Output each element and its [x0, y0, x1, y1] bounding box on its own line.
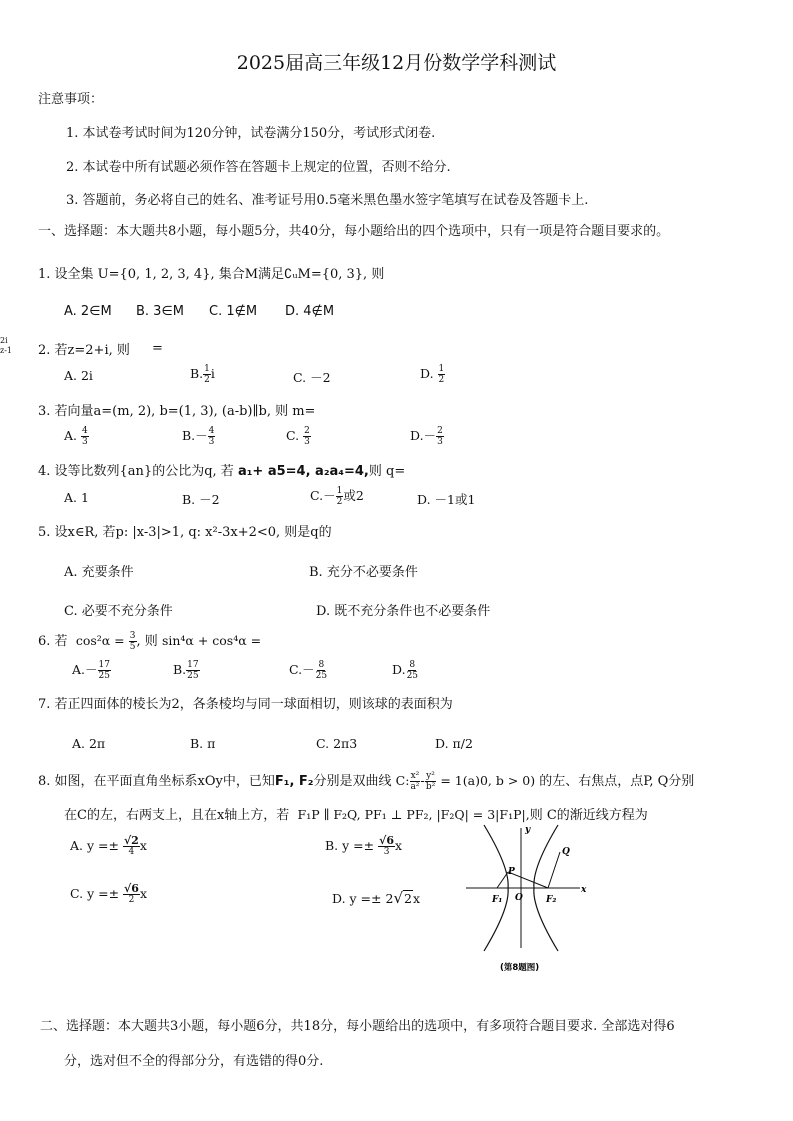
- q2-option-c: C. －2: [293, 370, 331, 385]
- q7-option-b: B. π: [190, 736, 216, 751]
- q3-option-d: D.－ $\frac{2}{3}$: [410, 426, 443, 447]
- q5-option-b: B. 充分不必要条件: [309, 565, 418, 580]
- q6-option-d: D. $\frac{8}{25}$: [392, 660, 419, 681]
- fig-label-f2: F₂: [546, 895, 557, 905]
- page-title: 2025届高三年级12月份数学学科测试: [236, 52, 557, 74]
- q3-option-c: C. $\frac{2}{3}$: [286, 426, 310, 447]
- q3-option-a: A. $\frac{4}{3}$: [64, 426, 88, 447]
- q4-option-a: A. 1: [64, 490, 89, 505]
- q2-stem-equals: =: [152, 341, 163, 356]
- q1-option-b: B. 3∈M: [136, 304, 184, 319]
- margin-note-top: 2i: [0, 336, 8, 345]
- segment-f2q: [548, 852, 560, 888]
- section-2-heading-line-1: 二、选择题：本大题共3小题，每小题6分，共18分，每小题给出的选项中，有多项符合题目要求. 全部选对得6: [40, 1019, 675, 1034]
- fig-label-f1: F₁: [492, 895, 503, 905]
- q5-option-c: C. 必要不充分条件: [64, 604, 173, 619]
- margin-note: [0, 336, 12, 356]
- q1-stem: 1. 设全集 U={0, 1, 2, 3, 4}, 集合M满足∁ᵤM={0, 3}, 则: [38, 267, 385, 282]
- section-2-heading-line-2: 分，选对但不全的得部分分，有选错的得0分.: [64, 1054, 324, 1069]
- q8-option-d: D. y =± 2√2x: [332, 889, 421, 907]
- q3-option-b: B.－ $\frac{4}{3}$: [182, 426, 215, 447]
- q7-option-a: A. 2π: [72, 736, 106, 751]
- q8-line-1: 8. 如图，在平面直角坐标系xOy中，已知F₁, F₂分别是双曲线 C: $\frac{\text{x²}}{\text{a²}}$ - $\frac{\text{y²}}{\text{b²}}$ = 1(a)0, b > 0) 的左、右焦点，点P, Q分别: [38, 771, 695, 792]
- q4-stem: 4. 设等比数列{an}的公比为q, 若 a₁+ a5=4, a₂a₄=4,则 q=: [38, 464, 406, 479]
- fig-label-p: P: [508, 867, 515, 877]
- figure-caption: (第8题图): [500, 963, 540, 973]
- q6-stem: 6. 若 cos²α = $\frac{3}{5}$ , 则 sin⁴α + cos⁴α =: [38, 631, 262, 652]
- margin-note-bottom: z-1: [0, 346, 13, 355]
- q8-option-a: A. y =± $\frac{√2}{4}$ x: [70, 834, 147, 857]
- q6-option-a: A.－ $\frac{17}{25}$: [72, 660, 110, 681]
- q3-stem: 3. 若向量a=(m, 2), b=(1, 3), (a-b)∥b, 则 m=: [38, 404, 316, 419]
- q2-option-b: B. $\frac{1}{2}$ i: [190, 364, 215, 385]
- fig-label-q: Q: [562, 847, 570, 857]
- q6-option-c: C.－ $\frac{8}{25}$: [289, 660, 328, 681]
- q7-option-d: D. π/2: [435, 736, 473, 751]
- q1-option-d: D. 4∉M: [285, 304, 335, 319]
- q8-option-b: B. y =± $\frac{√6}{3}$ x: [325, 834, 403, 857]
- q4-option-d: D. －1或1: [417, 492, 476, 507]
- q2-option-a: A. 2i: [64, 368, 93, 383]
- fig-label-o: O: [515, 893, 523, 903]
- note-item-1: 1. 本试卷考试时间为120分钟，试卷满分150分，考试形式闭卷.: [66, 126, 436, 141]
- fig-label-x: x: [581, 885, 587, 895]
- q6-option-b: B. $\frac{17}{25}$: [173, 660, 199, 681]
- q1-option-c: C. 1∉M: [209, 304, 258, 319]
- q4-option-b: B. －2: [182, 492, 220, 507]
- note-item-3: 3. 答题前，务必将自己的姓名、准考证号用0.5毫米黑色墨水签字笔填写在试卷及答题卡上.: [66, 193, 589, 208]
- fig-label-y: y: [525, 825, 531, 835]
- segment-f1p: [497, 872, 508, 888]
- notes-heading: 注意事项：: [38, 92, 104, 107]
- hyperbola-figure: [462, 820, 602, 980]
- q2-stem: 2. 若z=2+i, 则: [38, 343, 130, 358]
- q4-option-c: C.－ $\frac{1}{2}$ 或2: [310, 486, 364, 507]
- q5-stem: 5. 设x∈R, 若p: |x-3|>1, q: x²-3x+2<0, 则是q的: [38, 525, 332, 540]
- q8-line-2: 在C的左，右两支上，且在x轴上方，若 F₁P ∥ F₂Q, PF₁ ⊥ PF₂, |F₂Q| = 3|F₁P|,则 C的渐近线方程为: [64, 807, 648, 823]
- q2-option-d: D. $\frac{1}{2}$: [420, 364, 445, 385]
- q8-option-c: C. y =± $\frac{√6}{2}$ x: [70, 882, 147, 905]
- q7-stem: 7. 若正四面体的棱长为2，各条棱均与同一球面相切，则该球的表面积为: [38, 697, 453, 712]
- q5-option-a: A. 充要条件: [64, 565, 134, 580]
- q1-option-a: A. 2∈M: [64, 304, 112, 319]
- note-item-2: 2. 本试卷中所有试题必须作答在答题卡上规定的位置，否则不给分.: [66, 160, 451, 175]
- q5-option-d: D. 既不充分条件也不必要条件: [316, 604, 491, 619]
- section-1-heading: 一、选择题：本大题共8小题，每小题5分，共40分，每小题给出的四个选项中，只有一项是符合题目要求的。: [38, 224, 670, 239]
- q7-option-c: C. 2π3: [316, 736, 358, 751]
